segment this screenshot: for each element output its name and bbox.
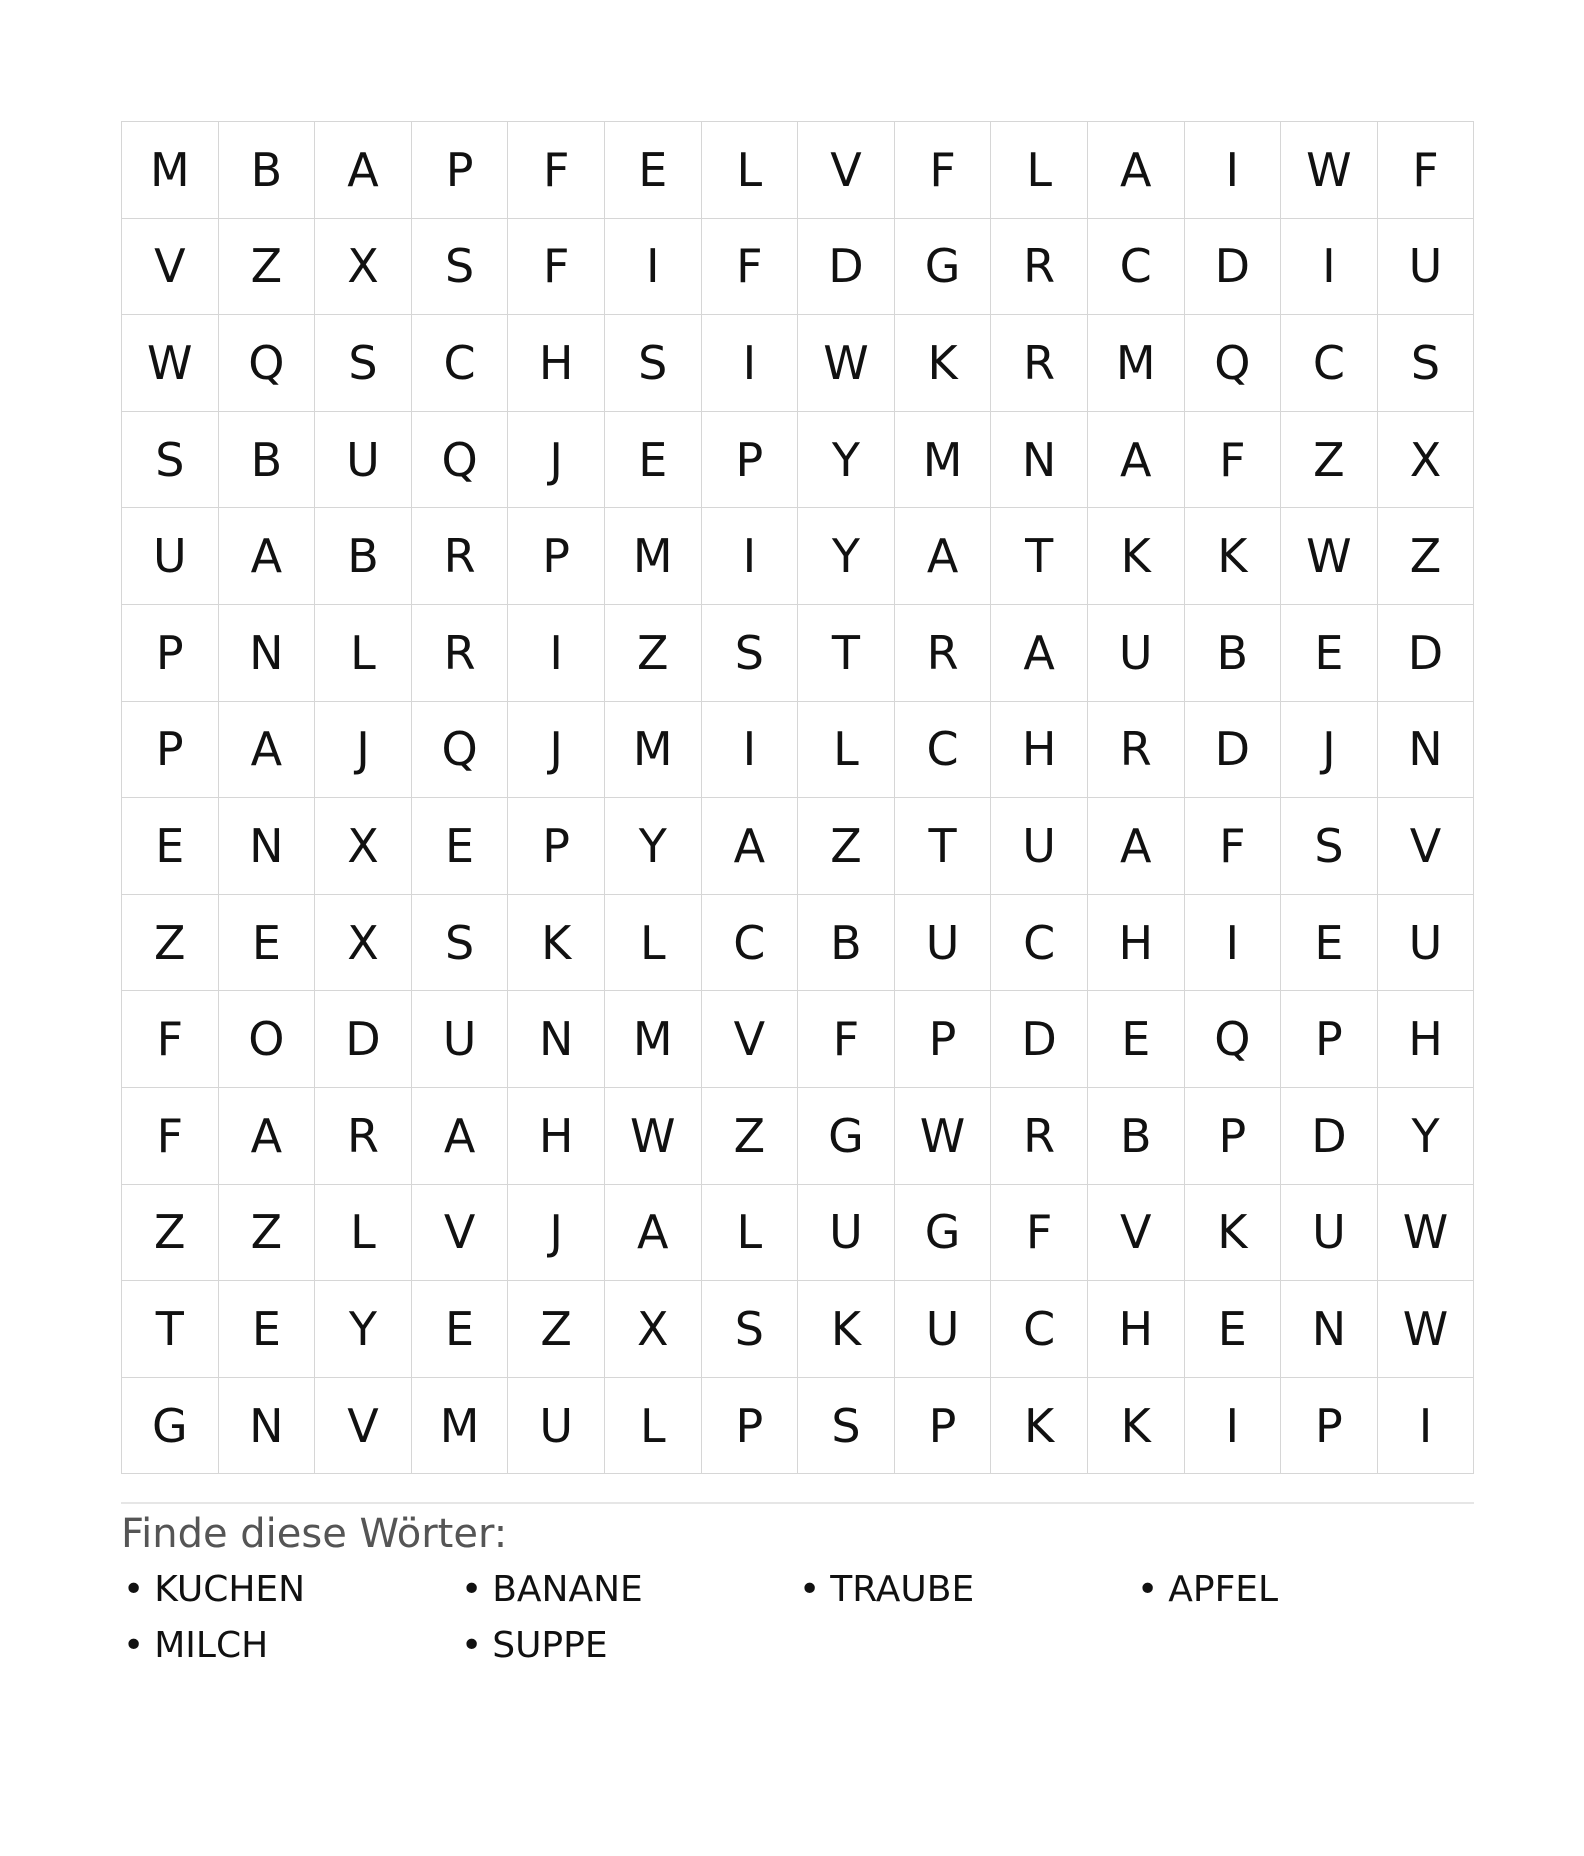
grid-cell[interactable]: I: [702, 315, 799, 412]
grid-cell[interactable]: U: [991, 798, 1088, 895]
word-label: MILCH: [154, 1625, 269, 1666]
grid-cell[interactable]: E: [605, 122, 702, 219]
grid-cell[interactable]: M: [605, 991, 702, 1088]
bullet-icon: •: [461, 1569, 483, 1610]
grid-cell[interactable]: A: [1088, 412, 1185, 509]
grid-cell[interactable]: I: [702, 508, 799, 605]
grid-cell[interactable]: Y: [1378, 1088, 1475, 1185]
grid-cell[interactable]: V: [798, 122, 895, 219]
word-label: SUPPE: [492, 1625, 608, 1666]
grid-cell[interactable]: N: [991, 412, 1088, 509]
grid-cell[interactable]: P: [895, 991, 992, 1088]
grid-cell[interactable]: T: [991, 508, 1088, 605]
grid-cell[interactable]: I: [702, 702, 799, 799]
grid-cell[interactable]: J: [508, 412, 605, 509]
grid-cell[interactable]: P: [702, 1378, 799, 1475]
grid-cell[interactable]: P: [1185, 1088, 1282, 1185]
grid-cell[interactable]: J: [315, 702, 412, 799]
grid-cell[interactable]: N: [1378, 702, 1475, 799]
grid-cell[interactable]: B: [219, 412, 316, 509]
grid-cell[interactable]: A: [219, 1088, 316, 1185]
grid-cell[interactable]: D: [991, 991, 1088, 1088]
grid-cell[interactable]: T: [895, 798, 992, 895]
grid-cell[interactable]: A: [702, 798, 799, 895]
grid-cell[interactable]: W: [1281, 122, 1378, 219]
grid-cell[interactable]: T: [122, 1281, 219, 1378]
grid-cell[interactable]: I: [1281, 219, 1378, 316]
grid-cell[interactable]: E: [219, 1281, 316, 1378]
grid-cell[interactable]: D: [1281, 1088, 1378, 1185]
grid-cell[interactable]: C: [1088, 219, 1185, 316]
grid-cell[interactable]: I: [605, 219, 702, 316]
grid-cell[interactable]: I: [1185, 122, 1282, 219]
grid-cell[interactable]: N: [508, 991, 605, 1088]
grid-cell[interactable]: M: [1088, 315, 1185, 412]
grid-cell[interactable]: G: [895, 219, 992, 316]
grid-cell[interactable]: W: [1281, 508, 1378, 605]
grid-cell[interactable]: P: [508, 508, 605, 605]
grid-cell[interactable]: U: [1378, 219, 1475, 316]
word-label: APFEL: [1168, 1569, 1279, 1610]
grid-cell[interactable]: C: [702, 895, 799, 992]
grid-cell[interactable]: Q: [1185, 991, 1282, 1088]
grid-cell[interactable]: W: [798, 315, 895, 412]
bullet-icon: •: [123, 1625, 145, 1666]
grid-cell[interactable]: V: [702, 991, 799, 1088]
word-list-item: [123, 1618, 461, 1674]
grid-cell[interactable]: A: [1088, 122, 1185, 219]
grid-cell[interactable]: W: [605, 1088, 702, 1185]
grid-cell[interactable]: Z: [605, 605, 702, 702]
grid-cell[interactable]: Y: [798, 412, 895, 509]
grid-cell[interactable]: K: [895, 315, 992, 412]
grid-cell[interactable]: Q: [412, 702, 509, 799]
grid-cell[interactable]: Q: [1185, 315, 1282, 412]
grid-cell[interactable]: L: [702, 1185, 799, 1282]
grid-cell[interactable]: A: [315, 122, 412, 219]
grid-cell[interactable]: N: [1281, 1281, 1378, 1378]
grid-cell[interactable]: E: [1281, 605, 1378, 702]
grid-cell[interactable]: E: [1088, 991, 1185, 1088]
grid-cell[interactable]: U: [315, 412, 412, 509]
grid-cell[interactable]: K: [1088, 1378, 1185, 1475]
grid-cell[interactable]: U: [122, 508, 219, 605]
grid-cell[interactable]: S: [702, 605, 799, 702]
grid-cell[interactable]: S: [412, 219, 509, 316]
grid-cell[interactable]: Q: [219, 315, 316, 412]
grid-cell[interactable]: H: [508, 1088, 605, 1185]
grid-cell[interactable]: S: [798, 1378, 895, 1475]
grid-cell[interactable]: J: [508, 702, 605, 799]
grid-cell[interactable]: Y: [605, 798, 702, 895]
grid-cell[interactable]: U: [1088, 605, 1185, 702]
bullet-icon: •: [123, 1569, 145, 1610]
grid-cell[interactable]: H: [991, 702, 1088, 799]
grid-cell[interactable]: G: [798, 1088, 895, 1185]
grid-cell[interactable]: K: [798, 1281, 895, 1378]
grid-cell[interactable]: A: [1088, 798, 1185, 895]
grid-cell[interactable]: U: [508, 1378, 605, 1475]
grid-cell[interactable]: F: [702, 219, 799, 316]
grid-cell[interactable]: E: [412, 1281, 509, 1378]
grid-cell[interactable]: M: [412, 1378, 509, 1475]
grid-cell[interactable]: Z: [798, 798, 895, 895]
grid-cell[interactable]: P: [895, 1378, 992, 1475]
word-list-item: [461, 1562, 799, 1618]
grid-cell[interactable]: B: [798, 895, 895, 992]
grid-cell[interactable]: C: [1281, 315, 1378, 412]
grid-cell[interactable]: B: [219, 122, 316, 219]
grid-cell[interactable]: F: [991, 1185, 1088, 1282]
grid-cell[interactable]: Z: [702, 1088, 799, 1185]
grid-cell[interactable]: L: [315, 605, 412, 702]
letter-grid: [121, 121, 1474, 1474]
grid-cell[interactable]: E: [412, 798, 509, 895]
grid-cell[interactable]: A: [991, 605, 1088, 702]
grid-cell[interactable]: W: [122, 315, 219, 412]
word-list-item: [799, 1562, 1137, 1618]
grid-cell[interactable]: V: [1088, 1185, 1185, 1282]
grid-cell[interactable]: Z: [122, 895, 219, 992]
grid-cell[interactable]: S: [412, 895, 509, 992]
grid-cell[interactable]: K: [991, 1378, 1088, 1475]
grid-cell[interactable]: G: [895, 1185, 992, 1282]
grid-cell[interactable]: V: [315, 1378, 412, 1475]
grid-cell[interactable]: I: [1378, 1378, 1475, 1475]
grid-cell[interactable]: Z: [122, 1185, 219, 1282]
grid-cell[interactable]: X: [605, 1281, 702, 1378]
word-label: TRAUBE: [830, 1569, 975, 1610]
grid-cell[interactable]: P: [122, 702, 219, 799]
grid-cell[interactable]: S: [605, 315, 702, 412]
grid-cell[interactable]: F: [1185, 798, 1282, 895]
grid-cell[interactable]: B: [315, 508, 412, 605]
grid-cell[interactable]: U: [412, 991, 509, 1088]
grid-cell[interactable]: A: [895, 508, 992, 605]
grid-cell[interactable]: S: [702, 1281, 799, 1378]
grid-cell[interactable]: K: [1088, 508, 1185, 605]
grid-cell[interactable]: L: [991, 122, 1088, 219]
grid-cell[interactable]: X: [1378, 412, 1475, 509]
grid-cell[interactable]: H: [1088, 895, 1185, 992]
grid-cell[interactable]: H: [508, 315, 605, 412]
grid-cell[interactable]: V: [122, 219, 219, 316]
grid-cell[interactable]: B: [1088, 1088, 1185, 1185]
grid-cell[interactable]: D: [1185, 702, 1282, 799]
grid-cell[interactable]: R: [412, 605, 509, 702]
grid-cell[interactable]: K: [1185, 508, 1282, 605]
grid-cell[interactable]: I: [1185, 1378, 1282, 1475]
grid-cell[interactable]: M: [605, 702, 702, 799]
grid-cell[interactable]: L: [702, 122, 799, 219]
grid-cell[interactable]: Z: [1378, 508, 1475, 605]
grid-cell[interactable]: J: [508, 1185, 605, 1282]
grid-cell[interactable]: U: [1281, 1185, 1378, 1282]
grid-cell[interactable]: W: [895, 1088, 992, 1185]
grid-cell[interactable]: R: [412, 508, 509, 605]
grid-cell[interactable]: C: [412, 315, 509, 412]
grid-cell[interactable]: X: [315, 895, 412, 992]
grid-cell[interactable]: D: [1378, 605, 1475, 702]
grid-cell[interactable]: E: [605, 412, 702, 509]
grid-cell[interactable]: V: [412, 1185, 509, 1282]
grid-cell[interactable]: Z: [219, 1185, 316, 1282]
grid-cell[interactable]: P: [702, 412, 799, 509]
grid-cell[interactable]: S: [315, 315, 412, 412]
grid-cell[interactable]: H: [1378, 991, 1475, 1088]
grid-cell[interactable]: P: [122, 605, 219, 702]
grid-cell[interactable]: E: [219, 895, 316, 992]
grid-cell[interactable]: M: [122, 122, 219, 219]
grid-cell[interactable]: V: [1378, 798, 1475, 895]
grid-cell[interactable]: E: [1281, 895, 1378, 992]
grid-cell[interactable]: R: [895, 605, 992, 702]
grid-cell[interactable]: A: [219, 508, 316, 605]
grid-cell[interactable]: S: [1378, 315, 1475, 412]
grid-cell[interactable]: N: [219, 1378, 316, 1475]
grid-cell[interactable]: R: [1088, 702, 1185, 799]
grid-cell[interactable]: I: [508, 605, 605, 702]
grid-cell[interactable]: R: [315, 1088, 412, 1185]
grid-cell[interactable]: F: [122, 991, 219, 1088]
bullet-icon: •: [799, 1569, 821, 1610]
word-list-item: [461, 1618, 799, 1674]
grid-cell[interactable]: N: [219, 605, 316, 702]
grid-cell[interactable]: D: [1185, 219, 1282, 316]
grid-cell[interactable]: U: [1378, 895, 1475, 992]
grid-cell[interactable]: L: [315, 1185, 412, 1282]
grid-cell[interactable]: Z: [1281, 412, 1378, 509]
grid-cell[interactable]: L: [605, 1378, 702, 1475]
grid-cell[interactable]: P: [412, 122, 509, 219]
grid-cell[interactable]: N: [219, 798, 316, 895]
word-list-item: [123, 1562, 461, 1618]
grid-cell[interactable]: U: [798, 1185, 895, 1282]
grid-cell[interactable]: K: [508, 895, 605, 992]
grid-cell[interactable]: F: [1378, 122, 1475, 219]
grid-cell[interactable]: W: [1378, 1185, 1475, 1282]
grid-cell[interactable]: Y: [798, 508, 895, 605]
word-list-heading: Finde diese Wörter:: [121, 1511, 508, 1557]
grid-cell[interactable]: P: [1281, 991, 1378, 1088]
grid-cell[interactable]: A: [412, 1088, 509, 1185]
word-label: KUCHEN: [154, 1569, 306, 1610]
grid-cell[interactable]: R: [991, 315, 1088, 412]
bullet-icon: •: [461, 1625, 483, 1666]
grid-cell[interactable]: F: [508, 219, 605, 316]
grid-cell[interactable]: X: [315, 219, 412, 316]
grid-cell[interactable]: U: [895, 895, 992, 992]
grid-cell[interactable]: F: [508, 122, 605, 219]
grid-cell[interactable]: M: [605, 508, 702, 605]
grid-cell[interactable]: S: [1281, 798, 1378, 895]
grid-cell[interactable]: C: [991, 895, 1088, 992]
grid-cell[interactable]: R: [991, 1088, 1088, 1185]
grid-cell[interactable]: R: [991, 219, 1088, 316]
grid-cell[interactable]: F: [122, 1088, 219, 1185]
grid-cell[interactable]: H: [1088, 1281, 1185, 1378]
grid-cell[interactable]: G: [122, 1378, 219, 1475]
grid-cell[interactable]: T: [798, 605, 895, 702]
grid-cell[interactable]: W: [1378, 1281, 1475, 1378]
word-list: [123, 1562, 1475, 1674]
grid-cell[interactable]: L: [798, 702, 895, 799]
grid-cell[interactable]: P: [1281, 1378, 1378, 1475]
divider: [121, 1502, 1474, 1504]
grid-cell[interactable]: K: [1185, 1185, 1282, 1282]
grid-cell[interactable]: C: [991, 1281, 1088, 1378]
grid-cell[interactable]: A: [219, 702, 316, 799]
grid-cell[interactable]: C: [895, 702, 992, 799]
grid-cell[interactable]: J: [1281, 702, 1378, 799]
grid-cell[interactable]: P: [508, 798, 605, 895]
grid-cell[interactable]: O: [219, 991, 316, 1088]
bullet-icon: •: [1137, 1569, 1159, 1610]
grid-cell[interactable]: Q: [412, 412, 509, 509]
grid-cell[interactable]: M: [895, 412, 992, 509]
grid-cell[interactable]: B: [1185, 605, 1282, 702]
grid-cell[interactable]: L: [605, 895, 702, 992]
grid-cell[interactable]: F: [1185, 412, 1282, 509]
grid-cell[interactable]: I: [1185, 895, 1282, 992]
grid-cell[interactable]: F: [895, 122, 992, 219]
grid-cell[interactable]: E: [1185, 1281, 1282, 1378]
grid-cell[interactable]: A: [605, 1185, 702, 1282]
grid-cell[interactable]: E: [122, 798, 219, 895]
grid-cell[interactable]: Y: [315, 1281, 412, 1378]
grid-cell[interactable]: Z: [508, 1281, 605, 1378]
grid-cell[interactable]: X: [315, 798, 412, 895]
word-label: BANANE: [492, 1569, 643, 1610]
grid-cell[interactable]: D: [315, 991, 412, 1088]
grid-cell[interactable]: U: [895, 1281, 992, 1378]
grid-cell[interactable]: S: [122, 412, 219, 509]
grid-cell[interactable]: D: [798, 219, 895, 316]
word-search-puzzle: [121, 121, 1475, 1474]
word-list-item: [1137, 1562, 1475, 1618]
grid-cell[interactable]: F: [798, 991, 895, 1088]
grid-cell[interactable]: Z: [219, 219, 316, 316]
